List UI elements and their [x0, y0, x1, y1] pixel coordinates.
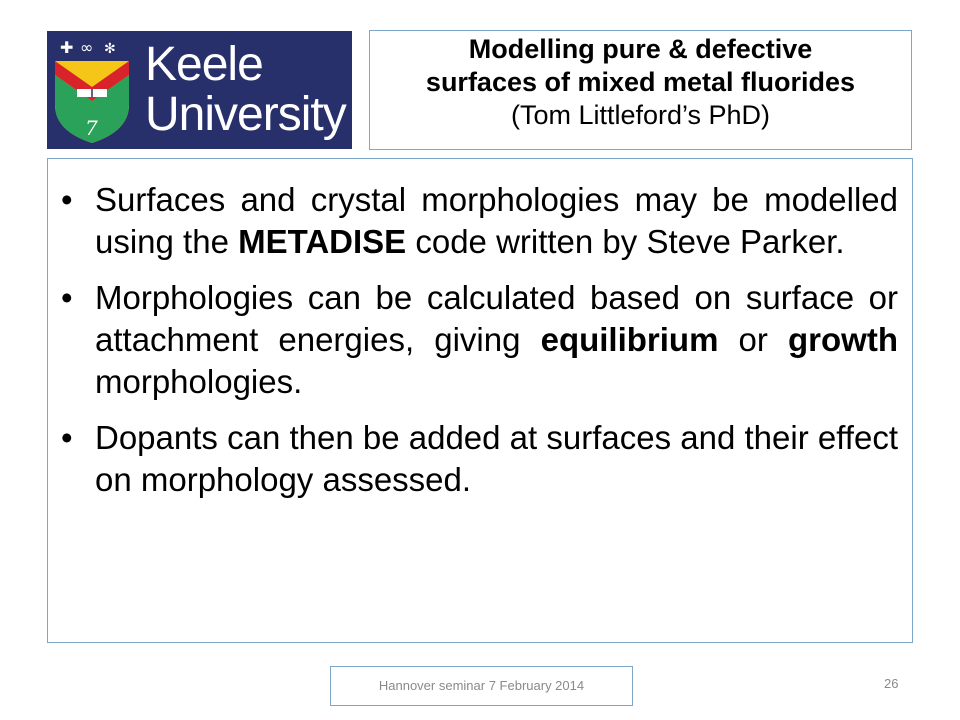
bullet-dot-icon: •: [61, 419, 73, 456]
content-body: [47, 158, 913, 643]
svg-text:✻: ✻: [104, 41, 116, 57]
shield-number: 7: [85, 116, 98, 140]
bullet-text: code written by Steve Parker.: [406, 223, 845, 260]
logo-university-text: University: [145, 88, 346, 141]
footer-caption: Hannover seminar 7 February 2014: [330, 666, 633, 706]
bullet-dot-icon: •: [61, 279, 73, 316]
bullet-bold-term: growth: [788, 321, 898, 358]
bullet-bold-term: equilibrium: [540, 321, 719, 358]
logo-keele-text: Keele: [145, 38, 263, 91]
bullet-item-metadise: [48, 179, 912, 263]
bullet-text: or: [718, 321, 789, 358]
title-line-3: (Tom Littleford’s PhD): [510, 100, 771, 130]
keele-university-logo: [47, 31, 352, 149]
bullet-item-morphologies: [48, 277, 912, 403]
bullet-text: Surfaces and crystal morphologies may be modelled using the: [95, 181, 898, 260]
bullet-bold-term: METADISE: [238, 223, 407, 260]
title-line-2: surfaces of mixed metal fluorides: [425, 67, 856, 97]
bullet-text: morphologies.: [95, 363, 303, 400]
svg-text:✚: ✚: [60, 38, 74, 57]
bullet-text: Dopants can then be added at surfaces and their effect on morphology assessed.: [95, 419, 898, 498]
page-number: 26: [884, 676, 899, 691]
bullet-item-dopants: [48, 417, 912, 501]
slide-title: [369, 30, 912, 150]
title-line-1: Modelling pure & defective: [468, 34, 813, 64]
bullet-text: Morphologies can be calculated based on surface or attachment energies, giving: [95, 279, 898, 358]
bullet-list: [48, 179, 912, 515]
bullet-dot-icon: •: [61, 181, 73, 218]
svg-text:∞: ∞: [80, 38, 94, 57]
